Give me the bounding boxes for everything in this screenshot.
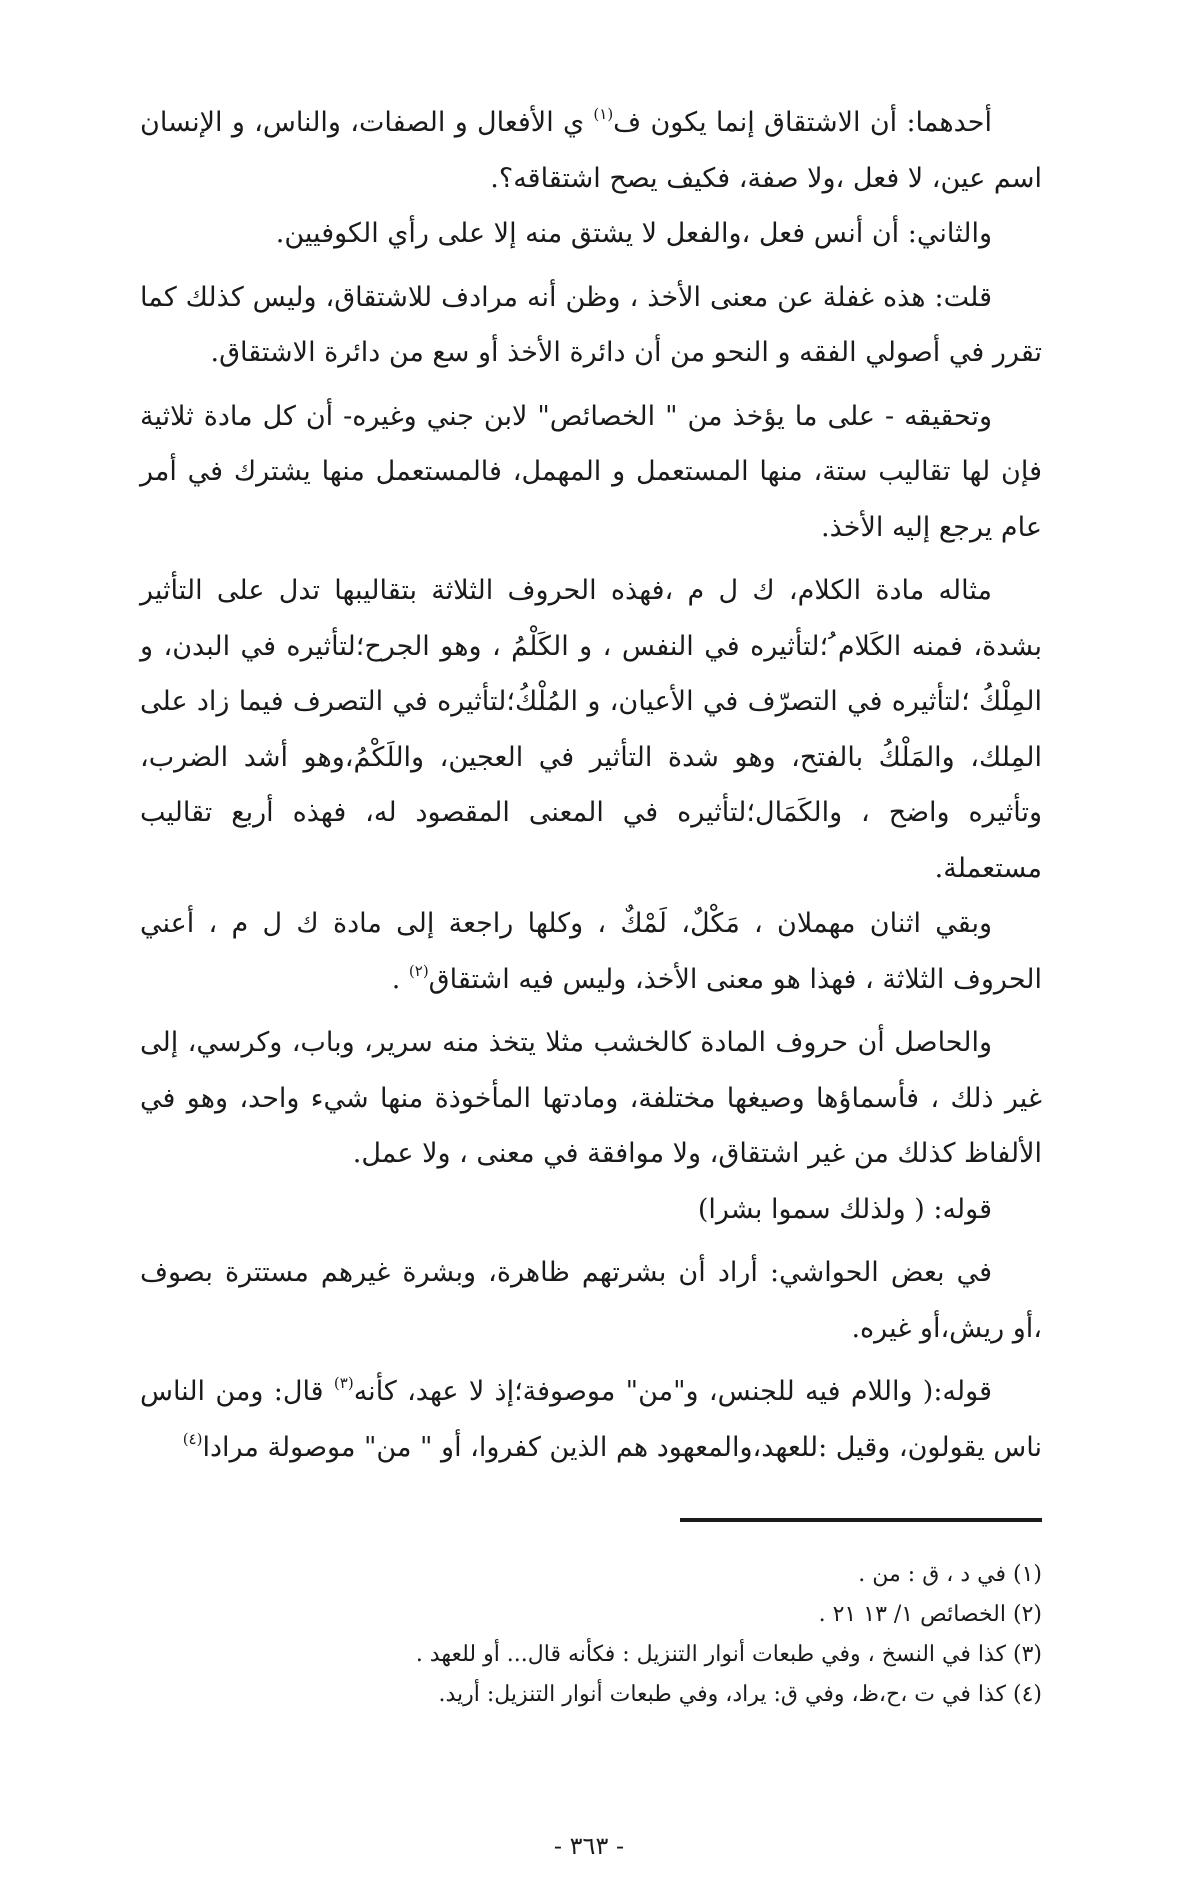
footnote-ref: (٣) bbox=[333, 1374, 354, 1392]
paragraph-7: والحاصل أن حروف المادة كالخشب مثلا يتخذ منه سرير، وباب، وكرسي، إلى غير ذلك ، فأسماؤها وصيغها مختلفة، ومادتها المأخوذة منها شيء واحد، وهو في الألفاظ كذلك من غير اشتقاق، ولا موافقة في معنى ، ولا عمل. bbox=[140, 1027, 1042, 1169]
footnote-ref: (١) bbox=[593, 105, 614, 123]
footnotes bbox=[140, 1555, 1042, 1715]
paragraph-5: مثاله مادة الكلام، ك ل م ،فهذه الحروف الثلاثة بتقاليبها تدل على التأثير بشدة، فمنه الكَلام ُ؛لتأثيره في النفس ، و الكَلْمُ ، وهو الجرح؛لتأثيره في البدن، و المِلْكُ ؛لتأثيره في التصرّف في الأعيان، و المُلْكُ؛لتأثيره في التصرف فيما زاد على المِلك، والمَلْكُ بالفتح، وهو شدة التأثير في العجين، واللَكْمُ،وهو أشد الضرب، وتأثيره واضح ، والكَمَال؛لتأثيره في المعنى المقصود له، فهذه أربع تقاليب مستعملة. bbox=[140, 575, 1042, 884]
footnote-ref: (٤) bbox=[182, 1429, 203, 1448]
paragraph-10 bbox=[140, 1364, 1042, 1475]
main-text bbox=[140, 95, 1042, 1475]
paragraph-text: قال: ومن الناس ناس يقولون، وقيل :للعهد،والمعهود هم الذين كفروا، أو " من" موصولة مرادا bbox=[140, 1376, 1042, 1463]
footnote-3: (٣) كذا في النسخ ، وفي طبعات أنوار التنزيل : فكأنه قال... أو للعهد . bbox=[415, 1642, 1042, 1667]
footnote-separator bbox=[680, 1518, 1042, 1522]
paragraph-text: ي الأفعال و الصفات، والناس، و الإنسان اسم عين، لا فعل ،ولا صفة، فكيف يصح اشتقاقه؟. bbox=[140, 107, 1042, 194]
paragraph-text: أحدهما: أن الاشتقاق إنما يكون ف bbox=[613, 107, 992, 138]
paragraph-8: قوله: ( ولذلك سموا بشرا) bbox=[697, 1193, 992, 1225]
paragraph-text: . bbox=[391, 963, 409, 995]
paragraph-text: وبقي اثنان مهملان ، مَكْلٌ، لَمْكٌ ، وكلها راجعة إلى مادة ك ل م ، أعني الحروف الثلاثة ، فهذا هو معنى الأخذ، وليس فيه اشتقاق bbox=[140, 908, 1042, 995]
paragraph-4: وتحقيقه - على ما يؤخذ من " الخصائص" لابن جني وغيره- أن كل مادة ثلاثية فإن لها تقاليب ستة، منها المستعمل و المهمل، فالمستعمل منها يشترك في أمر عام يرجع إليه الأخذ. bbox=[140, 400, 1042, 543]
footnote-4: (٤) كذا في ت ،ح،ظ، وفي ق: يراد، وفي طبعات أنوار التنزيل: أريد. bbox=[438, 1682, 1042, 1707]
footnote-2: (٢) الخصائص ١/ ١٣ ٢١ . bbox=[818, 1602, 1042, 1627]
paragraph-2: والثاني: أن أنس فعل ،والفعل لا يشتق منه إلا على رأي الكوفيين. bbox=[275, 218, 992, 249]
footnote-ref: (٢) bbox=[408, 961, 429, 980]
paragraph-text: قوله:( واللام فيه للجنس، و"من" موصوفة؛إذ لا عهد، كأنه bbox=[353, 1376, 992, 1407]
page-number: - ٣٦٣ - bbox=[553, 1832, 625, 1860]
paragraph-9: في بعض الحواشي: أراد أن بشرتهم ظاهرة، وبشرة غيرهم مستترة بصوف ،أو ريش،أو غيره. bbox=[140, 1257, 1042, 1344]
paragraph-6 bbox=[140, 896, 1042, 1007]
paragraph-1 bbox=[140, 95, 1042, 206]
paragraph-3: قلت: هذه غفلة عن معنى الأخذ ، وظن أنه مرادف للاشتقاق، وليس كذلك كما تقرر في أصولي الفقه و النحو من أن دائرة الأخذ أو سع من دائرة الاشتقاق. bbox=[140, 281, 1042, 368]
footnote-1: (١) في د ، ق : من . bbox=[858, 1562, 1042, 1587]
